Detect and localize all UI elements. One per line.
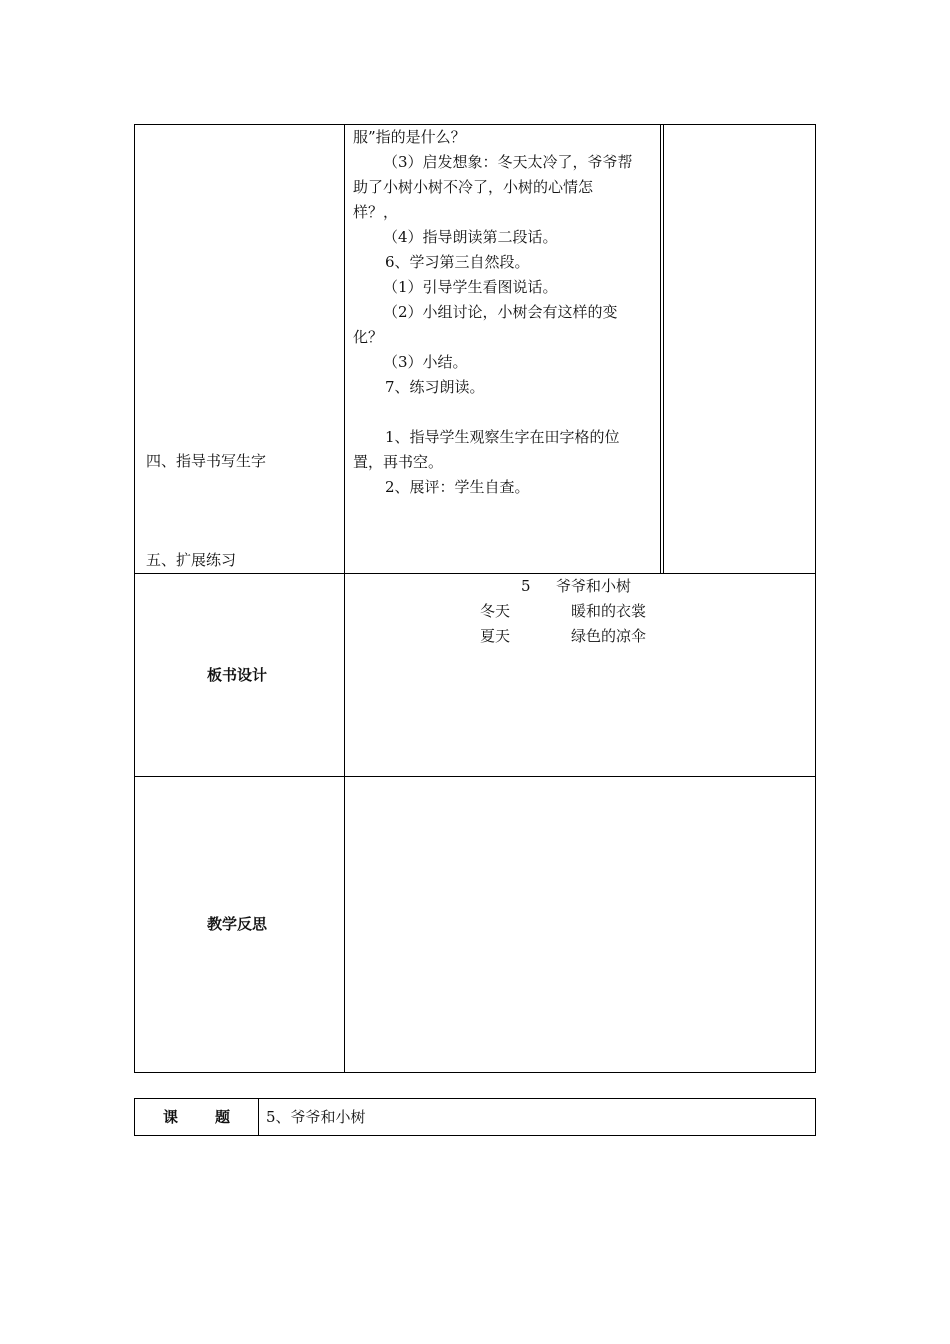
table-border-bottom: [134, 1072, 816, 1073]
content-line: （3）启发想象：冬天太冷了，爷爷帮: [383, 153, 633, 171]
board-design-label: 板书设计: [207, 666, 268, 684]
table-row-divider: [134, 776, 816, 777]
content-line: 服”指的是什么？: [353, 128, 466, 146]
board-row2-left: 夏天: [480, 627, 511, 645]
content-line: （1）引导学生看图说话。: [383, 278, 558, 296]
content-line: 2、展评：学生自查。: [385, 478, 530, 496]
content-line: 1、指导学生观察生字在田字格的位: [385, 428, 620, 446]
content-line: 助了小树小树不冷了，小树的心情怎: [353, 178, 594, 196]
content-line: 6、学习第三自然段。: [385, 253, 530, 271]
content-line: 样？，: [353, 203, 399, 221]
table-border-left: [134, 1098, 135, 1136]
board-title: 爷爷和小树: [556, 577, 632, 595]
step-four-label: 四、指导书写生字: [146, 452, 267, 470]
table-border-top: [134, 1098, 816, 1099]
table-row-divider: [134, 573, 816, 574]
table-column-divider-notes-inner: [663, 124, 664, 573]
content-line: （3）小结。: [383, 353, 468, 371]
table-column-divider: [344, 124, 345, 1073]
content-line: 7、练习朗读。: [385, 378, 485, 396]
content-line: （4）指导朗读第二段话。: [383, 228, 558, 246]
board-row1-left: 冬天: [480, 602, 511, 620]
table-border-left: [134, 124, 135, 1073]
table-border-top: [134, 124, 816, 125]
table-column-divider: [258, 1098, 259, 1136]
content-line: （2）小组讨论，小树会有这样的变: [383, 303, 618, 321]
lesson-topic-value: 5、爷爷和小树: [266, 1108, 366, 1126]
reflection-label: 教学反思: [207, 915, 268, 933]
table-border-right: [815, 1098, 816, 1136]
step-five-label: 五、扩展练习: [146, 551, 237, 569]
content-line: 置，再书空。: [353, 453, 444, 471]
lesson-topic-label-part1: 课: [163, 1108, 179, 1126]
board-row1-right: 暖和的衣裳: [571, 602, 647, 620]
board-title-number: 5: [521, 577, 531, 595]
content-line: 化？: [353, 328, 384, 346]
table-border-bottom: [134, 1135, 816, 1136]
lesson-topic-label-part2: 题: [215, 1108, 231, 1126]
table-border-right: [815, 124, 816, 1073]
table-column-divider-notes: [660, 124, 661, 573]
board-row2-right: 绿色的凉伞: [571, 627, 647, 645]
